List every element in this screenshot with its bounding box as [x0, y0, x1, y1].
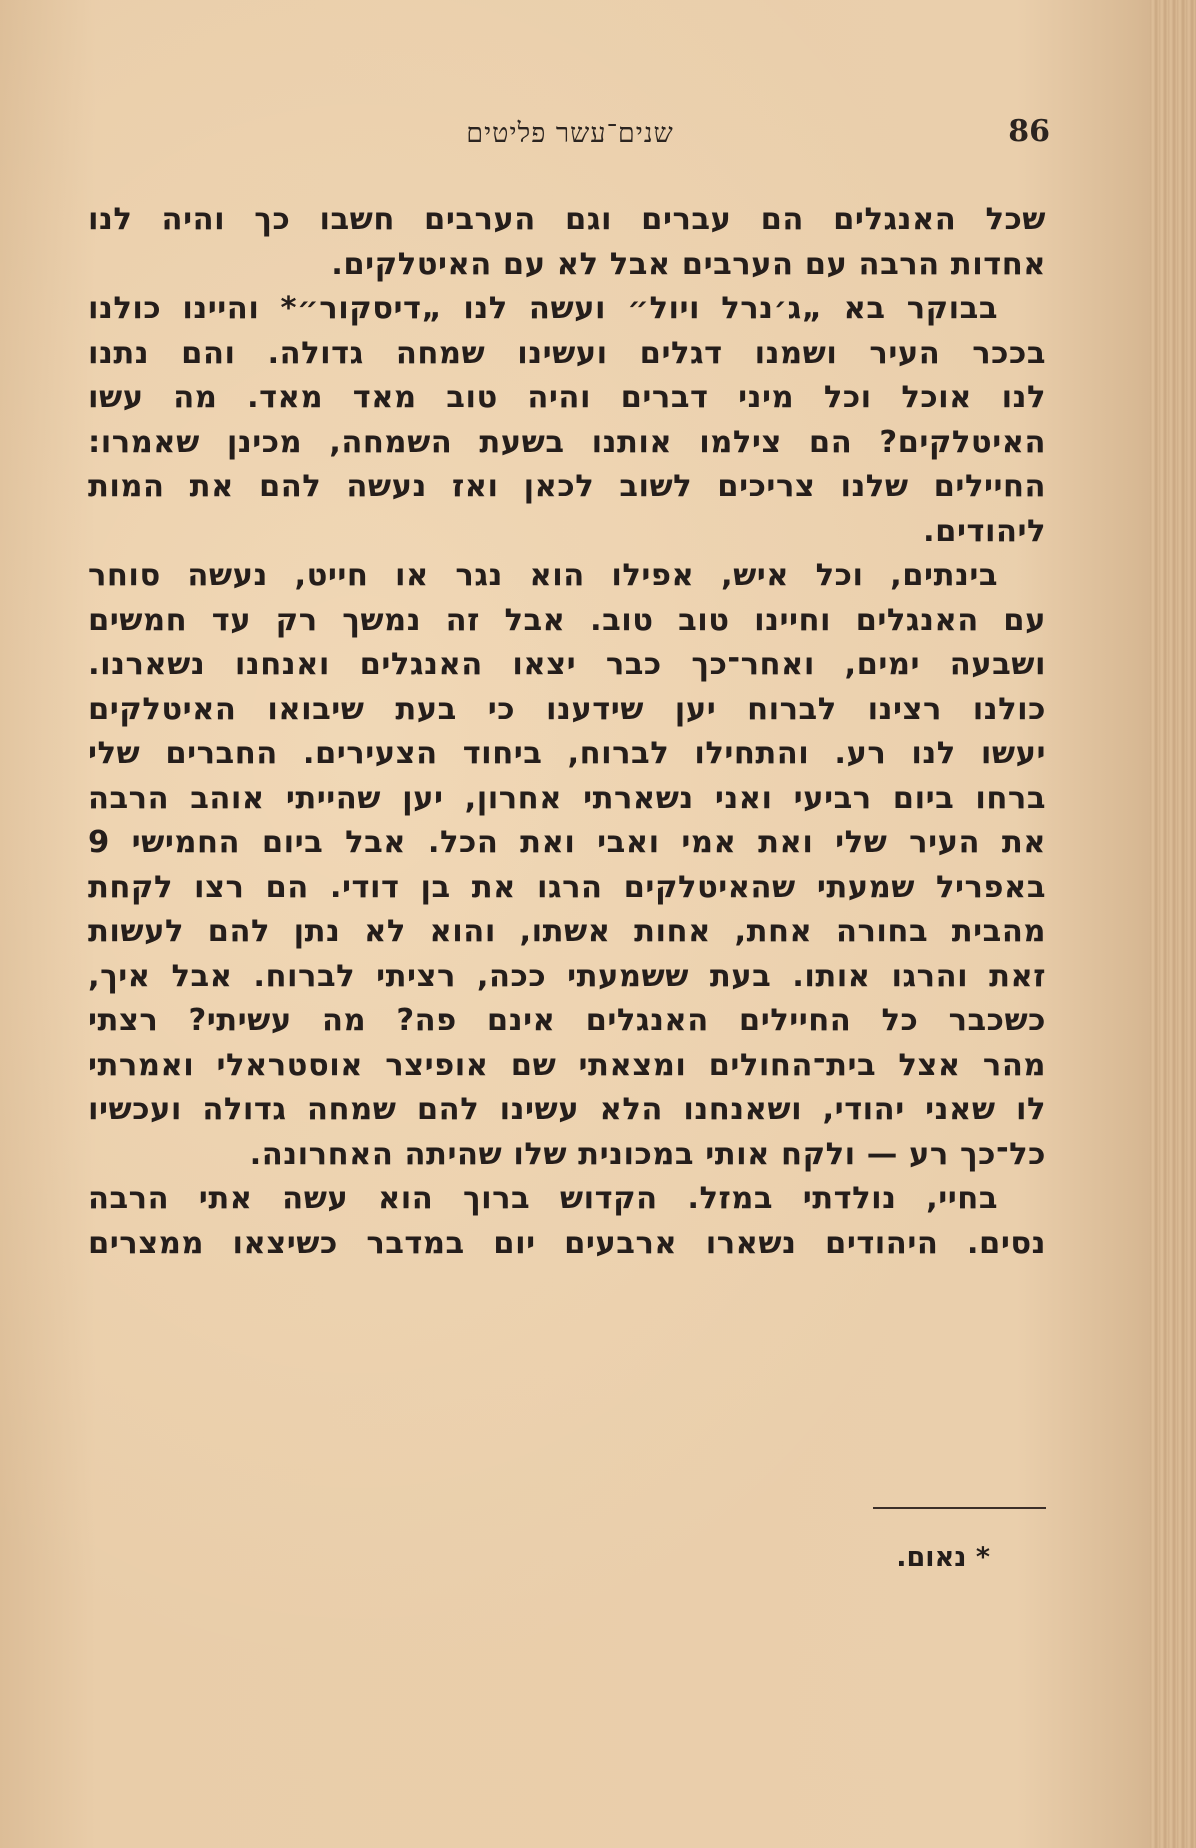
- text-line: עם האנגלים וחיינו טוב טוב. אבל זה נמשך רק עד חמשים: [88, 602, 1046, 638]
- text-line: את העיר שלי ואת אמי ואבי ואת הכל. אבל ביום החמישי 9: [88, 825, 1046, 860]
- text-line: ליהודים.: [923, 513, 1046, 549]
- page-edge-stack: [1150, 0, 1196, 1848]
- text-line: כל־כך רע — ולקח אותי במכונית שלו שהיתה האחרונה.: [249, 1136, 1046, 1172]
- text-line: החיילים שלנו צריכים לשוב לכאן ואז נעשה להם את המות: [88, 469, 1046, 504]
- body-text: [88, 198, 1046, 1266]
- page-header: [90, 114, 1050, 164]
- text-line: כשכבר כל החיילים האנגלים אינם פה? מה עשיתי? רצתי: [88, 1003, 1046, 1038]
- text-line: ברחו ביום רביעי ואני נשארתי אחרון, יען שהייתי אוהב הרבה: [88, 780, 1046, 816]
- text-line: מהבית בחורה אחת, אחות אשתו, והוא לא נתן להם לעשות: [88, 914, 1046, 949]
- running-title: שנים־עשר פליטים: [466, 118, 674, 149]
- text-line: יעשו לנו רע. והתחילו לברוח, ביחוד הצעירים. החברים שלי: [88, 736, 1046, 771]
- footnote: * נאום.: [896, 1542, 990, 1573]
- text-line: זאת והרגו אותו. בעת ששמעתי ככה, רציתי לברוח. אבל איך,: [88, 958, 1046, 994]
- text-line: לנו אוכל וכל מיני דברים והיה טוב מאד מאד. מה עשו: [88, 380, 1046, 415]
- text-line: מהר אצל בית־החולים ומצאתי שם אופיצר אוסטראלי ואמרתי: [88, 1047, 1046, 1083]
- page-number: 86: [1008, 114, 1050, 149]
- footnote-divider: [873, 1507, 1046, 1509]
- text-line: באפריל שמעתי שהאיטלקים הרגו את בן דודי. הם רצו לקחת: [88, 869, 1046, 905]
- text-line: לו שאני יהודי, ושאנחנו הלא עשינו להם שמחה גדולה ועכשיו: [88, 1092, 1046, 1127]
- text-line: האיטלקים? הם צילמו אותנו בשעת השמחה, מכינן שאמרו:: [88, 424, 1046, 460]
- text-line: בינתים, וכל איש, אפילו הוא נגר או חייט, נעשה סוחר: [88, 558, 998, 593]
- text-line: ושבעה ימים, ואחר־כך כבר יצאו האנגלים ואנחנו נשארנו.: [88, 647, 1046, 682]
- text-line: נסים. היהודים נשארו ארבעים יום במדבר כשיצאו ממצרים: [88, 1225, 1046, 1261]
- text-line: בבוקר בא „ג׳נרל ויול״ ועשה לנו „דיסקור״* והיינו כולנו: [88, 291, 998, 326]
- text-line: שכל האנגלים הם עברים וגם הערבים חשבו כך והיה לנו: [88, 202, 1046, 237]
- text-line: בחיי, נולדתי במזל. הקדוש ברוך הוא עשה אתי הרבה: [88, 1181, 998, 1216]
- text-line: כולנו רצינו לברוח יען שידענו כי בעת שיבואו האיטלקים: [88, 691, 1046, 727]
- text-line: בככר העיר ושמנו דגלים ועשינו שמחה גדולה. והם נתנו: [88, 335, 1046, 371]
- text-line: אחדות הרבה עם הערבים אבל לא עם האיטלקים.: [331, 246, 1046, 282]
